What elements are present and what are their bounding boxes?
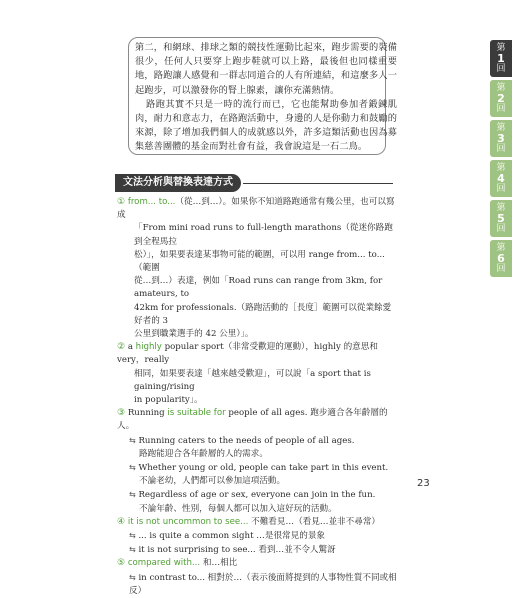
tab-suffix: 回 <box>496 104 506 114</box>
tab-prefix: 第 <box>496 43 506 53</box>
chapter-tab-6[interactable] <box>490 240 512 277</box>
tab-suffix: 回 <box>496 224 506 234</box>
alternative-4 <box>117 529 397 543</box>
note-number: ④ <box>117 516 126 527</box>
section-header <box>115 174 393 192</box>
chapter-tab-5[interactable] <box>490 200 512 237</box>
tab-number: 2 <box>497 92 505 105</box>
alternative-text: ... is quite a common sight …是很常見的景象 <box>138 531 326 542</box>
tab-number: 1 <box>497 52 505 65</box>
section-rule <box>243 183 393 184</box>
note-line: in popularity」。 <box>134 395 203 406</box>
note-text: 不難看見…（看見…並非不尋常） <box>251 516 381 527</box>
alternative-5 <box>117 543 397 557</box>
note-number: ③ <box>117 408 126 419</box>
note-number: ① <box>117 197 126 207</box>
note-number: ② <box>117 342 126 353</box>
section-title: 文法分析與替換表達方式 <box>115 174 241 192</box>
note-item-2 <box>117 341 397 367</box>
tab-prefix: 第 <box>496 163 506 173</box>
note-item-5 <box>117 557 397 570</box>
tab-number: 5 <box>497 212 505 225</box>
tab-prefix: 第 <box>496 203 506 213</box>
note-line: 42km for professionals.（路跑活動的［長度］範圍可以從業餘愛好者的 3 <box>134 302 392 326</box>
tab-suffix: 回 <box>496 64 506 74</box>
note-keyword: highly <box>135 342 162 353</box>
passage-paragraph-1: 第二，和網球、排球之類的競技性運動比起來，跑步需要的裝備很少，任何人只要穿上跑步鞋就可以上路，最後但也同樣重要地，路跑讓人感覺和一群志同道合的人有所連結，和這麼多人一起跑步，可以激發你的腎上腺素，讓你充滿熱情。 <box>135 42 397 96</box>
swap-arrow-icon: ⇆ <box>129 531 136 541</box>
alternative-text: it is not surprising to see... 看到…並不令人驚訝 <box>138 545 336 556</box>
alternative-text: in contrast to... 相對於…（表示後面將提到的人事物性質不同或相反） <box>129 572 397 596</box>
alternative-translation: 路跑能迎合各年齡層的人的需求。 <box>139 448 268 459</box>
chapter-tab-3[interactable] <box>490 120 512 157</box>
note-line: 從…到…）表達，例如「Road runs can range from 3km, for amateurs, to <box>134 276 383 300</box>
alternative-text: Whether young or old, people can take part in this event. <box>138 463 389 474</box>
tab-suffix: 回 <box>496 264 506 274</box>
note-keyword: from... to... <box>127 197 176 207</box>
note-text: a <box>127 342 133 353</box>
note-text: popular sport（非常受歡迎的運動），highly 的意思和 very，really <box>117 342 378 366</box>
chapter-tabs <box>490 40 512 280</box>
alternative-6 <box>117 571 397 598</box>
alternative-2 <box>117 461 397 475</box>
chapter-tab-2[interactable] <box>490 80 512 117</box>
alternative-text: Running caters to the needs of people of all ages. <box>138 435 355 446</box>
passage-paragraph-2: 路跑其實不只是一時的流行而已，它也能幫助參加者鍛鍊肌肉，耐力和意志力，在路跑活動中，身邊的人是你動力和鼓勵的來源，除了增加我們個人的成就感以外，許多這類活動也因為募集慈善團體的基金而對社會有益，我會說這是一石二鳥。 <box>135 98 397 153</box>
note-line: 相同，如果要表達「越來越受歡迎」，可以說「a sport that is gaining/rising <box>134 368 371 392</box>
tab-prefix: 第 <box>496 123 506 133</box>
alternative-1 <box>117 434 397 448</box>
alternative-translation: 不論年齡、性別，每個人都可以加入這好玩的活動。 <box>139 503 337 514</box>
note-keyword: compared with... <box>127 558 201 569</box>
alternative-text: Regardless of age or sex, everyone can join in the fun. <box>138 490 376 501</box>
chapter-tab-1[interactable] <box>490 40 512 77</box>
note-item-1 <box>117 196 397 222</box>
page-number: 23 <box>417 478 430 489</box>
tab-prefix: 第 <box>496 243 506 253</box>
grammar-notes <box>117 196 397 598</box>
tab-number: 4 <box>497 172 505 185</box>
tab-suffix: 回 <box>496 144 506 154</box>
tab-number: 3 <box>497 132 505 145</box>
note-line: 公里到職業選手的 42 公里）」。 <box>134 329 254 340</box>
note-line: 「From mini road runs to full-length marathons（從迷你路跑到全程馬拉 <box>134 223 393 247</box>
note-text: people of all ages. 跑步適合各年齡層的人。 <box>117 408 388 432</box>
note-text: Running <box>127 408 165 419</box>
swap-arrow-icon: ⇆ <box>129 490 136 500</box>
swap-arrow-icon: ⇆ <box>129 435 136 445</box>
alternative-3 <box>117 488 397 502</box>
note-keyword: is suitable for <box>167 408 226 419</box>
note-item-3 <box>117 407 397 433</box>
note-line: 松）」，如果要表達某事物可能的範圍，可以用 range from... to...（範圍 <box>134 249 385 274</box>
tab-suffix: 回 <box>496 184 506 194</box>
chapter-tab-4[interactable] <box>490 160 512 197</box>
passage-text <box>135 41 397 155</box>
tab-prefix: 第 <box>496 83 506 93</box>
swap-arrow-icon: ⇆ <box>129 463 136 473</box>
tab-number: 6 <box>497 252 505 265</box>
note-text: 和…相比 <box>202 558 238 569</box>
note-number: ⑤ <box>117 558 126 569</box>
swap-arrow-icon: ⇆ <box>129 545 136 555</box>
note-text: （從…到…）。如果你不知道路跑通常有幾公里，也可以寫成 <box>117 197 395 221</box>
alternative-translation: 不論老幼，人們都可以參加這項活動。 <box>139 476 286 487</box>
note-keyword: it is not uncommon to see... <box>127 516 249 527</box>
swap-arrow-icon: ⇆ <box>129 572 136 582</box>
note-item-4 <box>117 516 397 529</box>
